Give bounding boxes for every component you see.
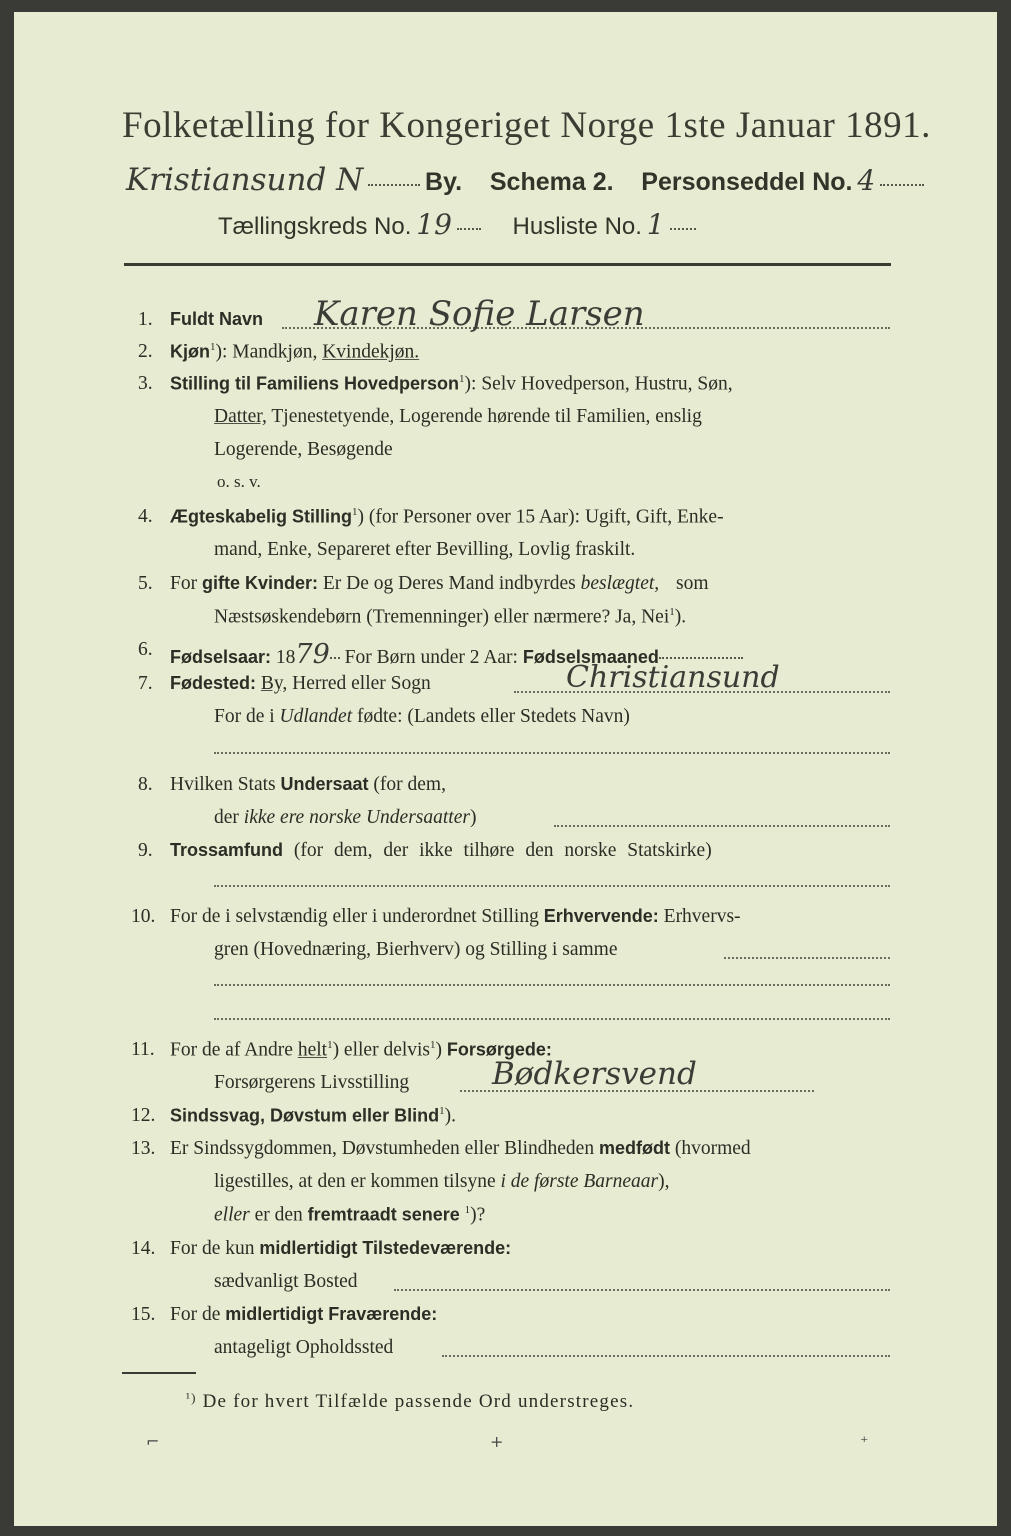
q13-text3a: eller [214,1204,250,1226]
q3-line3: Logerende, Besøgende [214,439,393,460]
form-title: Folketælling for Kongeriget Norge 1ste Januar 1891. [122,105,931,146]
q2-label: Kjøn [170,341,210,362]
q14-line2: sædvanligt Bosted [214,1271,358,1292]
q2-text: ): Mandkjøn, [215,341,318,363]
item-number: 13. [131,1138,156,1159]
q7-label: Fødested: [170,673,257,693]
kreds-dots [457,227,481,230]
q2-line: Kjøn$^1$): Mandkjøn, Kvindekjøn. [170,341,420,363]
q9-label: Trossamfund [170,840,284,860]
print-mark-right: ⁺ [860,1432,869,1451]
q7-line1 [170,673,431,695]
item-number: 12. [131,1105,156,1126]
city-handwritten: Kristiansund N [126,162,364,198]
q8-line2: der ikke ere norske Undersaatter) [214,807,477,828]
q13-text1a: Er Sindssygdommen, Døvstumheden eller Blindheden [170,1138,595,1159]
q3-text1: ): Selv Hovedperson, Hustru, Søn, [464,373,733,395]
q3-text2: Tjenestetyende, Logerende hørende til Familien, enslig [271,406,702,427]
q14-line1 [170,1238,511,1260]
q11-line1: For de af Andre helt$^1$) eller delvis$^1$) Forsørgede: [170,1039,552,1061]
item-number: 8. [138,774,153,795]
husliste-dots [670,227,696,230]
footnote-rule [122,1372,196,1374]
q8-line1 [170,774,446,796]
footnote-sup: ¹) [186,1390,197,1405]
q13-text1b: (hvormed [674,1138,751,1159]
q7-text2a: For de i [214,706,275,727]
q10-dots3 [214,1018,890,1020]
census-form [14,12,997,1526]
print-mark-center: + [490,1432,504,1451]
personseddel-value: 4 [857,164,876,197]
q13-line1 [170,1138,751,1160]
q3-line1: Stilling til Familiens Hovedperson$^1$): Selv Hovedperson, Hustru, Søn, [170,373,733,395]
item-number: 14. [131,1238,156,1259]
q7-option-by: By, [260,673,288,694]
q4-text1: ) (for Personer over 15 Aar): Ugift, Gift, Enke- [357,506,724,528]
q8-text1b: (for dem, [373,774,446,795]
q13-label2: fremtraadt senere [307,1204,460,1225]
q13-line2: ligestilles, at den er kommen tilsyne i de første Barneaar), [214,1171,670,1192]
q13-label: medfødt [598,1138,670,1158]
header-line-city [126,162,924,198]
city-dots [368,183,420,186]
header-rule [124,263,891,266]
q6-text: For Børn under 2 Aar: [344,647,518,668]
q10-text1a: For de i selvstændig eller i underordnet Stilling [170,906,539,927]
q5-pre: For [170,573,198,594]
q6-value: 79 [295,639,330,670]
q1-line [170,309,263,331]
personseddel-label: Personseddel No. [641,168,853,196]
header-line-kreds [218,208,696,241]
q3-option-datter: Datter, [214,406,267,427]
husliste-label: Husliste No. [512,213,642,240]
q7-text2b: fødte: (Landets eller Stedets Navn) [357,706,630,727]
item-number: 10. [131,906,156,927]
q5-line2: Næstsøskendebørn (Tremenninger) eller nærmere? Ja, Nei$^1$). [214,606,687,628]
q15-dots [442,1355,890,1357]
item-number: 2. [138,341,153,362]
q3-label: Stilling til Familiens Hovedperson [170,373,460,394]
q7-text: Herred eller Sogn [292,673,431,694]
item-number: 3. [138,373,153,394]
q11-text1b: ) eller delvis [332,1039,431,1061]
q6-month-dots [659,656,743,659]
q5-line1 [170,573,709,595]
q8-text2a: der [214,807,239,828]
item-number: 6. [138,639,153,660]
q1-value: Karen Sofie Larsen [314,294,645,334]
q8-dots [554,825,890,827]
item-number: 9. [138,840,153,861]
q7-value: Christiansund [566,660,780,695]
q6-prefix: 18 [275,647,296,668]
q7-italic: Udlandet [279,706,353,727]
q6-label2: Fødselsmaaned [522,647,659,667]
q2-option-kvindekjon: Kvindekjøn. [322,341,420,363]
q5-label: gifte Kvinder: [201,573,318,593]
q4-line1: Ægteskabelig Stilling$^1$) (for Personer over 15 Aar): Ugift, Gift, Enke- [170,506,724,528]
q7-abroad-dots [214,752,890,754]
q3-line2 [214,406,702,428]
q13-italic: i de første Barneaar [500,1171,659,1192]
schema-label: Schema 2. [489,168,614,196]
q13-text3b: er den [254,1204,303,1226]
q5-text1b: som [676,573,709,594]
print-mark-left: ⌐ [146,1432,160,1451]
q10-dots2 [214,984,890,986]
q9-dots [214,885,890,887]
q7-line2 [214,706,630,728]
q4-line2: mand, Enke, Separeret efter Bevilling, Lovlig fraskilt. [214,539,636,560]
q13-text2a: ligestilles, at den er kommen tilsyne [214,1171,496,1192]
q13-line3: eller er den fremtraadt senere $^1$)? [214,1204,486,1226]
q12-line: Sindssvag, Døvstum eller Blind$^1$). [170,1105,456,1127]
q10-dots1 [724,957,890,959]
q14-dots [394,1289,890,1291]
item-number: 7. [138,673,153,694]
footnote [186,1390,634,1413]
q11-line2: Forsørgerens Livsstilling [214,1072,410,1093]
q4-label: Ægteskabelig Stilling [170,506,353,527]
kreds-label: Tællingskreds No. [218,213,412,240]
q5-italic: beslægtet, [580,573,660,594]
q15-line2: antageligt Opholdssted [214,1337,394,1358]
q15-line1 [170,1304,437,1326]
q9-text: (for dem, der ikke tilhøre den norske Statskirke) [293,840,712,861]
q12-label: Sindssvag, Døvstum eller Blind [170,1105,440,1126]
q9-line [170,840,712,862]
q6-dots [330,656,340,659]
item-number: 4. [138,506,153,527]
q8-italic: ikke ere norske Undersaatter [243,807,470,828]
q15-label: midlertidigt Fraværende: [225,1304,438,1324]
kreds-value: 19 [416,208,452,241]
item-number: 15. [131,1304,156,1325]
q11-option-helt: helt [297,1039,328,1061]
footnote-text: De for hvert Tilfælde passende Ord understreges. [202,1391,635,1412]
q15-text1a: For de [170,1304,221,1325]
q8-text1a: Hvilken Stats [170,774,276,795]
q8-label: Undersaat [280,774,369,794]
q14-text1a: For de kun [170,1238,255,1259]
item-number: 1. [138,309,153,330]
personseddel-dots [880,183,924,186]
q1-label: Fuldt Navn [170,309,263,329]
q11-value: Bødkersvend [492,1056,697,1092]
item-number: 5. [138,573,153,594]
item-number: 11. [131,1039,155,1060]
q14-label: midlertidigt Tilstedeværende: [259,1238,512,1258]
q10-line2: gren (Hovednæring, Bierhverv) og Stilling i samme [214,939,618,960]
q5-text1: Er De og Deres Mand indbyrdes [322,573,576,594]
q3-line4: o. s. v. [217,472,261,491]
q10-line1 [170,906,741,928]
q10-label: Erhvervende: [543,906,659,926]
husliste-value: 1 [646,208,665,241]
q11-text1a: For de af Andre [170,1039,293,1061]
q11-label: Forsørgede: [446,1039,552,1060]
q5-text2: Næstsøskendebørn (Tremenninger) eller nærmere? Ja, Nei [214,606,670,628]
by-label: By. [425,168,463,196]
q10-text1b: Erhvervs- [663,906,741,927]
q6-label: Fødselsaar: [170,647,272,667]
